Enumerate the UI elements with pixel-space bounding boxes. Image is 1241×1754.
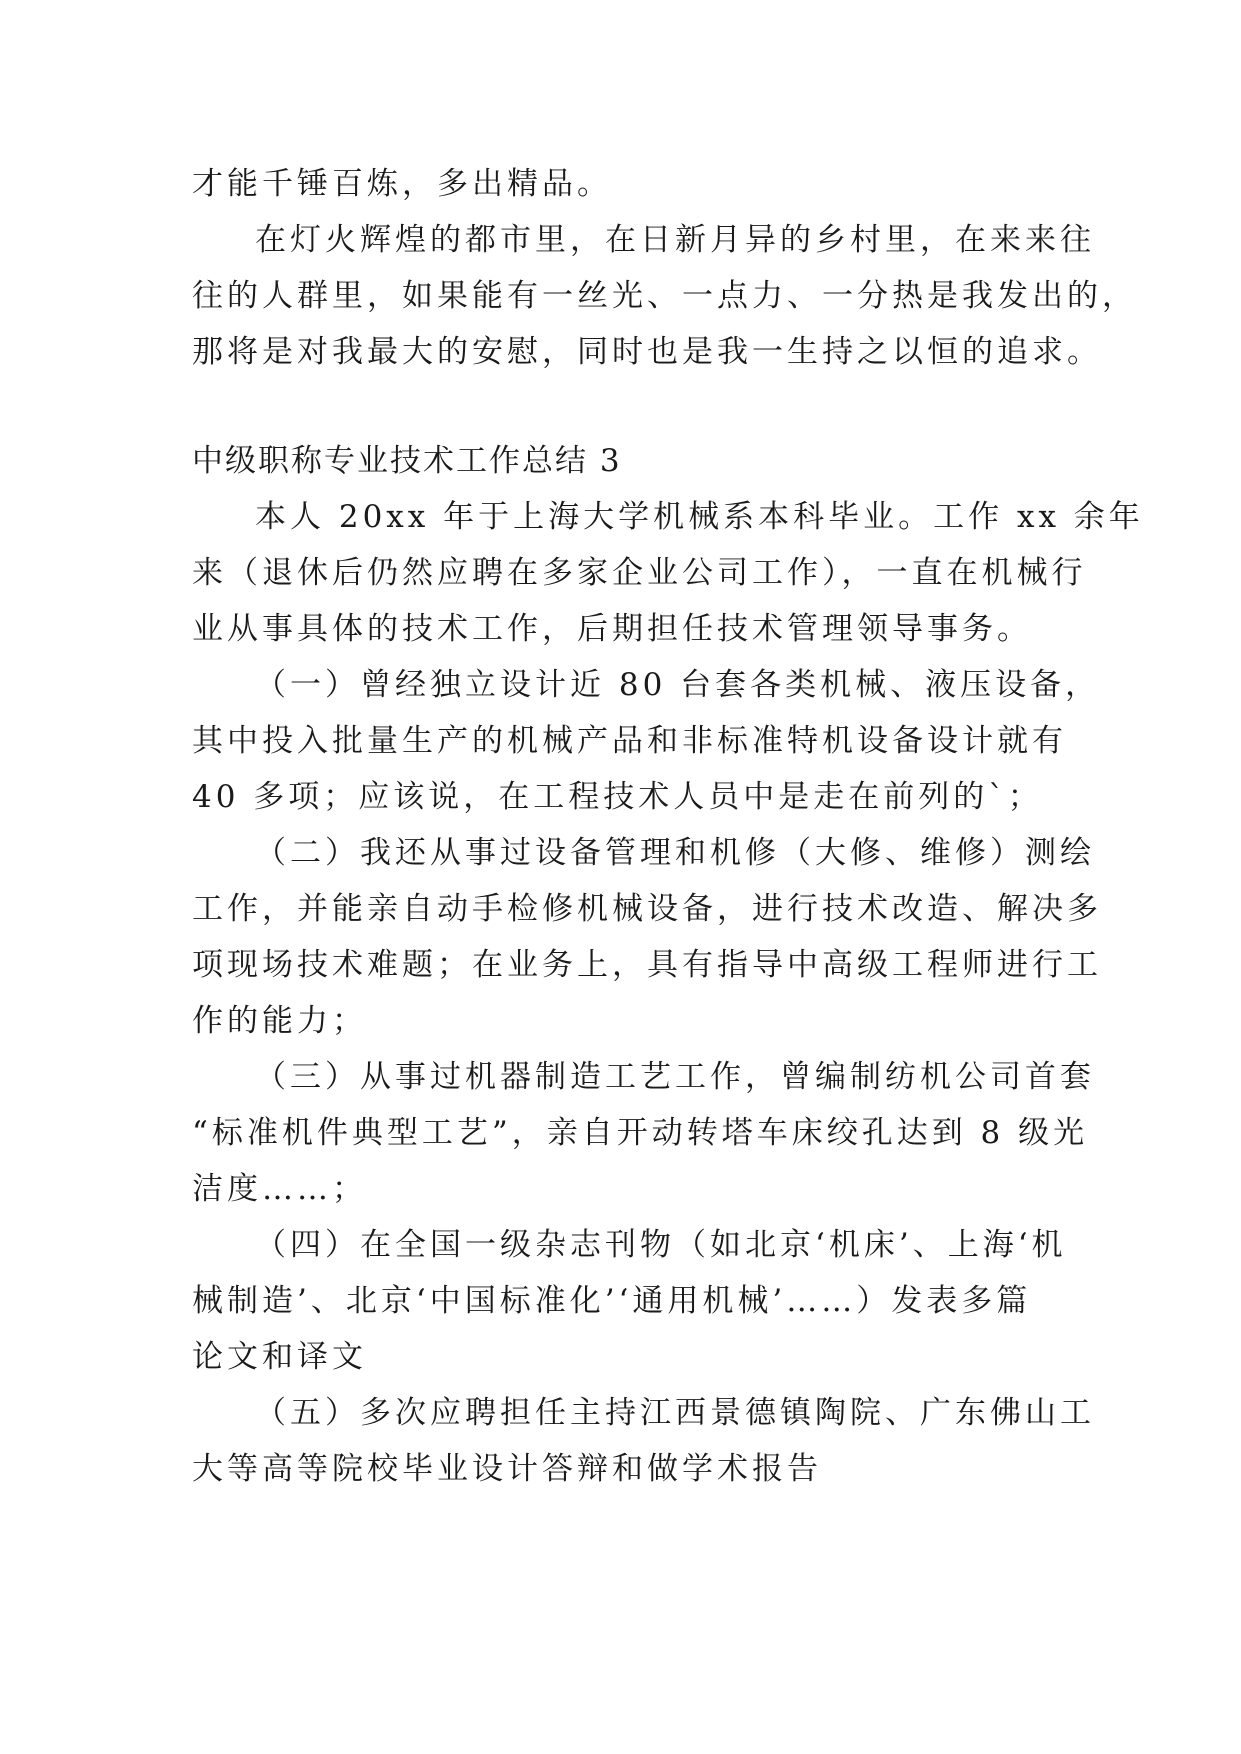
paragraph-line: 洁度……；: [192, 1171, 367, 1207]
paragraph-line: “标准机件典型工艺”，亲自开动转塔车床绞孔达到 8 级光: [192, 1115, 1089, 1151]
paragraph-line: 作的能力；: [192, 1003, 367, 1039]
section-heading: 中级职称专业技术工作总结 3: [192, 443, 622, 479]
paragraph-line: 才能千锤百炼，多出精品。: [192, 166, 612, 202]
paragraph-line: 其中投入批量生产的机械产品和非标准特机设备设计就有: [192, 723, 1067, 759]
paragraph-line: （二）我还从事过设备管理和机修（大修、维修）测绘: [255, 835, 1095, 871]
paragraph-line: 那将是对我最大的安慰，同时也是我一生持之以恒的追求。: [192, 334, 1102, 370]
paragraph-line: 项现场技术难题；在业务上，具有指导中高级工程师进行工: [192, 947, 1102, 983]
paragraph-line: （四）在全国一级杂志刊物（如北京‘机床’、上海‘机: [255, 1227, 1067, 1263]
paragraph-line: 业从事具体的技术工作，后期担任技术管理领导事务。: [192, 611, 1032, 647]
paragraph-line: 本人 20xx 年于上海大学机械系本科毕业。工作 xx 余年: [255, 499, 1144, 535]
paragraph-line: 在灯火辉煌的都市里，在日新月异的乡村里，在来来往: [255, 222, 1095, 258]
paragraph-line: 40 多项；应该说，在工程技术人员中是走在前列的`；: [192, 779, 1043, 815]
paragraph-line: 来（退休后仍然应聘在多家企业公司工作），一直在机械行: [192, 555, 1087, 591]
paragraph-line: （五）多次应聘担任主持江西景德镇陶院、广东佛山工: [255, 1395, 1095, 1431]
paragraph-line: 论文和译文: [192, 1339, 367, 1375]
paragraph-line: 工作，并能亲自动手检修机械设备，进行技术改造、解决多: [192, 891, 1102, 927]
paragraph-line: 械制造’、北京‘中国标准化’‘通用机械’……）发表多篇: [192, 1283, 1032, 1319]
paragraph-line: （三）从事过机器制造工艺工作，曾编制纺机公司首套: [255, 1059, 1095, 1095]
paragraph-line: （一）曾经独立设计近 80 台套各类机械、液压设备，: [255, 667, 1101, 703]
paragraph-line: 往的人群里，如果能有一丝光、一点力、一分热是我发出的，: [192, 278, 1137, 314]
paragraph-line: 大等高等院校毕业设计答辩和做学术报告: [192, 1451, 822, 1487]
